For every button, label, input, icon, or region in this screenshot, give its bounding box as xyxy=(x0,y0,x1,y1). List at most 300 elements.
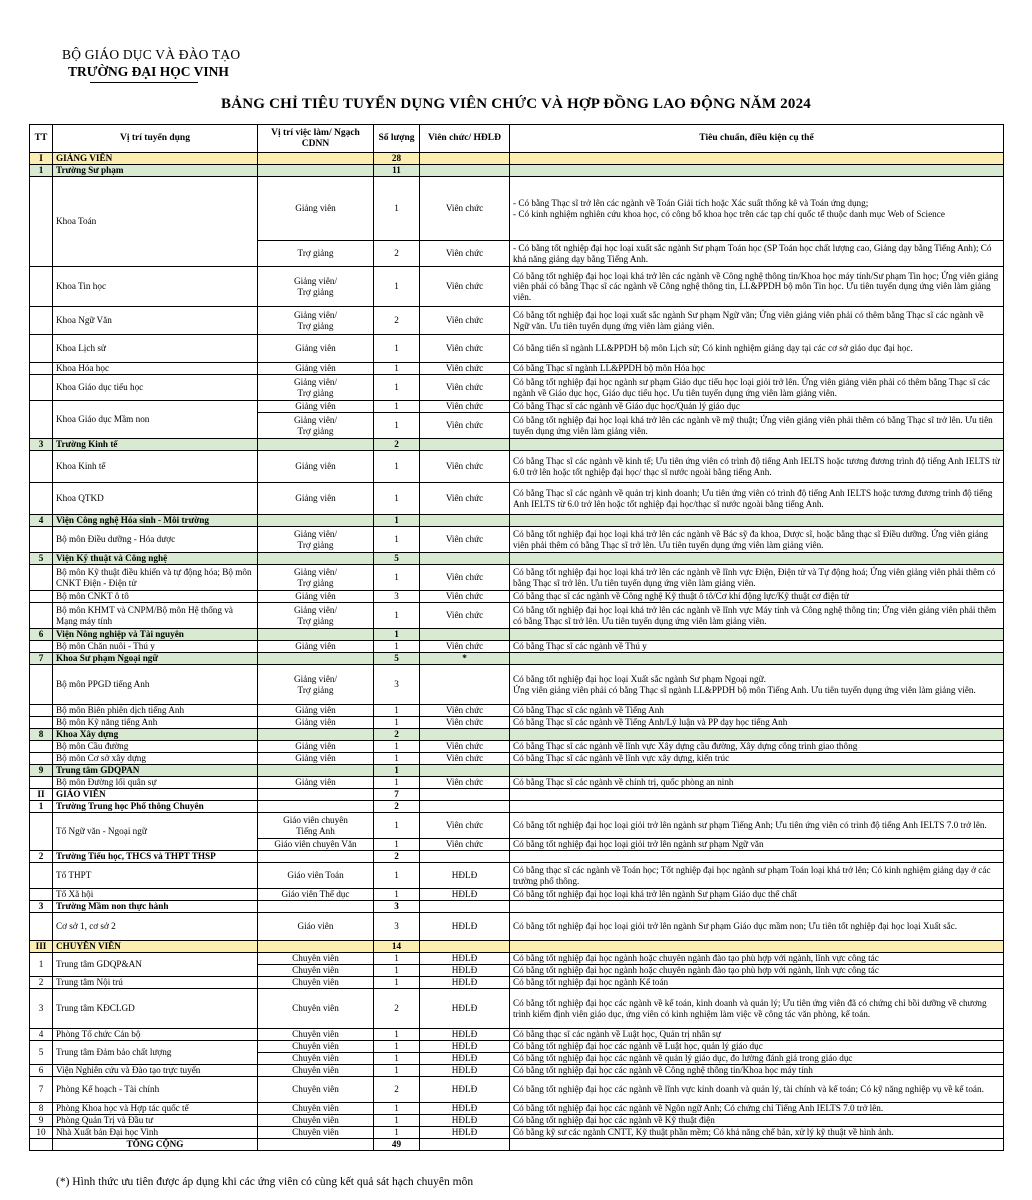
university-name: TRƯỜNG ĐẠI HỌC VINH xyxy=(68,64,229,79)
contract-type: Viên chức xyxy=(420,401,510,413)
contract-type: Viên chức xyxy=(420,375,510,401)
requirements: Có bằng Thạc sĩ ngành LL&PPDH bộ môn Hóa học xyxy=(510,363,1004,375)
job-title: Giảng viên/ Trợ giảng xyxy=(258,603,374,629)
empty-cell xyxy=(258,851,374,863)
section-name: GIÁO VIÊN xyxy=(53,789,258,801)
unit-name: Trung tâm GDQP&AN xyxy=(53,953,258,977)
job-title: Chuyên viên xyxy=(258,1127,374,1139)
section-name: Viện Nông nghiệp và Tài nguyên xyxy=(53,629,258,641)
empty-cell xyxy=(510,629,1004,641)
unit-name: Viện Nghiên cứu và Đào tạo trực tuyến xyxy=(53,1065,258,1077)
contract-type xyxy=(420,801,510,813)
empty-cell xyxy=(510,553,1004,565)
job-title: Giảng viên xyxy=(258,363,374,375)
job-title: Giáo viên xyxy=(258,913,374,941)
job-title: Giảng viên/ Trợ giảng xyxy=(258,267,374,307)
unit-name: Phòng Quản Trị và Đầu tư xyxy=(53,1115,258,1127)
row-number: 4 xyxy=(30,1029,53,1041)
job-title: Giáo viên Toán xyxy=(258,863,374,889)
row-number xyxy=(30,813,53,851)
job-title: Giảng viên/ Trợ giảng xyxy=(258,375,374,401)
row-number: 3 xyxy=(30,439,53,451)
section-quantity: 5 xyxy=(374,653,420,665)
section-row xyxy=(30,653,1004,665)
job-title: Giáo viên chuyên Tiếng Anh xyxy=(258,813,374,839)
requirements: Có bằng tốt nghiệp đại học ngành hoặc chuyên ngành đào tạo phù hợp với ngành, lĩnh vực công tác xyxy=(510,953,1004,965)
job-title: Chuyên viên xyxy=(258,1077,374,1103)
section-name: Viện Kỹ thuật và Công nghệ xyxy=(53,553,258,565)
job-title: Giảng viên/ Trợ giảng xyxy=(258,413,374,439)
empty-cell xyxy=(258,941,374,953)
section-row xyxy=(30,629,1004,641)
table-row xyxy=(30,177,1004,241)
row-number xyxy=(30,753,53,765)
empty-cell xyxy=(510,729,1004,741)
unit-name: Phòng Khoa học và Hợp tác quốc tế xyxy=(53,1103,258,1115)
contract-type xyxy=(420,789,510,801)
contract-type: Viên chức xyxy=(420,451,510,483)
contract-type: HĐLĐ xyxy=(420,889,510,901)
requirements: Có bằng tốt nghiệp đại học loại khá trở lên các ngành về mỹ thuật; Ứng viên giảng viên phải thêm có bằng Thạc sĩ trở lên. Ưu tiên tuyển dụng ứng viên làm giảng viên. xyxy=(510,413,1004,439)
row-number: 10 xyxy=(30,1127,53,1139)
quantity: 1 xyxy=(374,603,420,629)
unit-name: Nhà Xuất bản Đại học Vinh xyxy=(53,1127,258,1139)
unit-name: Khoa Giáo dục Mầm non xyxy=(53,401,258,439)
requirements: Có bằng thạc sĩ các ngành về Công nghệ Kỹ thuật ô tô/Cơ khí động lực/Kỹ thuật cơ điện tử xyxy=(510,591,1004,603)
section-name: GIẢNG VIÊN xyxy=(53,153,258,165)
unit-name: Bộ môn Cầu đường xyxy=(53,741,258,753)
row-number xyxy=(30,717,53,729)
quantity: 1 xyxy=(374,1065,420,1077)
row-number: 9 xyxy=(30,1115,53,1127)
section-row xyxy=(30,553,1004,565)
table-row xyxy=(30,363,1004,375)
unit-name: Trung tâm Nội trú xyxy=(53,977,258,989)
table-body xyxy=(30,153,1004,1139)
requirements: Có bằng Thạc sĩ các ngành về Thú y xyxy=(510,641,1004,653)
quantity: 1 xyxy=(374,335,420,363)
table-row xyxy=(30,1041,1004,1053)
section-name: Trung tâm GDQPAN xyxy=(53,765,258,777)
contract-type: * xyxy=(420,653,510,665)
unit-name: Tổ Ngữ văn - Ngoại ngữ xyxy=(53,813,258,851)
quantity: 1 xyxy=(374,451,420,483)
contract-type: Viên chức xyxy=(420,705,510,717)
job-title: Chuyên viên xyxy=(258,1065,374,1077)
requirements: Có bằng tốt nghiệp đại học ngành Kế toán xyxy=(510,977,1004,989)
requirements: Có bằng tốt nghiệp đại học loại khá trở lên các ngành về lĩnh vực Điện, Điện tử và Tự động hoá; Ứng viên giảng viên phải thêm có bằng Thạc sĩ trở lên. Ưu tiên tuyển dụng ứng viên làm giảng viên. xyxy=(510,565,1004,591)
row-number xyxy=(30,177,53,267)
requirements: Có bằng tốt nghiệp đại học loại khá trở lên các ngành về lĩnh vực Máy tính và Công nghệ thông tin; Ứng viên giảng viên phải thêm có bằng Thạc sĩ trở lên. Ưu tiên tuyển dụng ứng viên làm giảng viên. xyxy=(510,603,1004,629)
row-number: 1 xyxy=(30,801,53,813)
quantity: 1 xyxy=(374,413,420,439)
contract-type: Viên chức xyxy=(420,813,510,839)
empty-cell xyxy=(258,765,374,777)
total-label: TỔNG CỘNG xyxy=(53,1139,258,1151)
requirements: Có bằng tốt nghiệp đại học ngành hoặc chuyên ngành đào tạo phù hợp với ngành, lĩnh vực công tác xyxy=(510,965,1004,977)
empty-cell xyxy=(510,765,1004,777)
empty-cell xyxy=(258,515,374,527)
job-title: Giáo viên chuyên Văn xyxy=(258,839,374,851)
row-number: 5 xyxy=(30,553,53,565)
unit-name: Khoa Toán xyxy=(53,177,258,267)
contract-type: HĐLĐ xyxy=(420,1077,510,1103)
unit-name: Trung tâm KĐCLGD xyxy=(53,989,258,1029)
requirements: Có bằng tốt nghiệp đại học các ngành về Kỹ thuật điện xyxy=(510,1115,1004,1127)
row-number xyxy=(30,267,53,307)
job-title: Giảng viên xyxy=(258,177,374,241)
row-number xyxy=(30,705,53,717)
unit-name: Phòng Tổ chức Cán bộ xyxy=(53,1029,258,1041)
row-number xyxy=(30,565,53,591)
table-row xyxy=(30,565,1004,591)
table-row xyxy=(30,1103,1004,1115)
quantity: 1 xyxy=(374,889,420,901)
section-row xyxy=(30,941,1004,953)
section-row xyxy=(30,729,1004,741)
table-row xyxy=(30,777,1004,789)
unit-name: Khoa QTKD xyxy=(53,483,258,515)
quantity: 2 xyxy=(374,307,420,335)
requirements: Có bằng Thạc sĩ các ngành về Giáo dục học/Quản lý giáo dục xyxy=(510,401,1004,413)
section-quantity: 2 xyxy=(374,729,420,741)
section-name: Trường Tiểu học, THCS và THPT THSP xyxy=(53,851,258,863)
section-row xyxy=(30,789,1004,801)
unit-name: Khoa Lịch sử xyxy=(53,335,258,363)
contract-type xyxy=(420,439,510,451)
contract-type: Viên chức xyxy=(420,363,510,375)
empty-cell xyxy=(510,165,1004,177)
table-row xyxy=(30,603,1004,629)
quantity: 1 xyxy=(374,977,420,989)
contract-type xyxy=(420,901,510,913)
unit-name: Bộ môn Kỹ thuật điều khiển và tự động hóa; Bộ môn CNKT Điện - Điện tử xyxy=(53,565,258,591)
empty-cell xyxy=(510,941,1004,953)
empty-cell xyxy=(510,801,1004,813)
requirements: Có bằng tốt nghiệp đại học loại xuất sắc ngành Sư phạm Ngữ văn; Ứng viên giảng viên phải có thêm bằng Thạc sĩ các ngành về Ngữ văn. Ưu tiên tuyển dụng ứng viên làm giảng viên. xyxy=(510,307,1004,335)
table-row xyxy=(30,705,1004,717)
row-number: I xyxy=(30,153,53,165)
row-number xyxy=(30,777,53,789)
row-number xyxy=(30,741,53,753)
job-title: Giáo viên Thể dục xyxy=(258,889,374,901)
table-row xyxy=(30,889,1004,901)
job-title: Trợ giảng xyxy=(258,241,374,267)
table-row xyxy=(30,267,1004,307)
requirements: Có bằng tốt nghiệp đại học các ngành về kế toán, kinh doanh và quản lý; Ưu tiên ứng viên đã có chứng chỉ bồi dưỡng về chương trình kiểm định viên giáo dục, ứng viên có kinh nghiệm làm việc về công tác văn phòng, kế toán. xyxy=(510,989,1004,1029)
quantity: 1 xyxy=(374,375,420,401)
contract-type: HĐLĐ xyxy=(420,965,510,977)
job-title: Giảng viên xyxy=(258,401,374,413)
contract-type: HĐLĐ xyxy=(420,1115,510,1127)
requirements: Có bằng tốt nghiệp đại học loại khá trở lên các ngành về Công nghệ thông tin/Khoa học máy tính/Sư phạm Tin học; Ứng viên giảng viên phải có bằng Thạc sĩ các ngành về Công nghệ thông tin, LL&PPDH bộ môn Tin học. Ưu tiên tuyển dụng ứng viên làm giảng viên. xyxy=(510,267,1004,307)
row-number xyxy=(30,527,53,553)
contract-type: Viên chức xyxy=(420,307,510,335)
requirements: Có bằng tốt nghiệp đại học các ngành về lĩnh vực kinh doanh và quản lý, tài chính và kế toán; Có kỹ năng nghiệp vụ về kế toán. xyxy=(510,1077,1004,1103)
empty-cell xyxy=(510,515,1004,527)
section-name: Trường Trung học Phổ thông Chuyên xyxy=(53,801,258,813)
footnote: (*) Hình thức ưu tiên được áp dụng khi các ứng viên có cùng kết quả sát hạch chuyên môn xyxy=(56,1176,474,1188)
contract-type xyxy=(420,851,510,863)
requirements: Có bằng Thạc sĩ các ngành về lĩnh vực xây dựng, kiến trúc xyxy=(510,753,1004,765)
unit-name: Bộ môn Biên phiên dịch tiếng Anh xyxy=(53,705,258,717)
requirements: Có bằng tốt nghiệp đại học loại Xuất sắc ngành Sư phạm Ngoại ngữ. Ứng viên giảng viên phải có bằng Thạc sĩ ngành LL&PPDH bộ môn Tiếng Anh. Ưu tiên tuyển dụng ứng viên làm giảng viên. xyxy=(510,665,1004,705)
section-name: Viện Công nghệ Hóa sinh - Môi trường xyxy=(53,515,258,527)
unit-name: Bộ môn KHMT và CNPM/Bộ môn Hệ thống và Mạng máy tính xyxy=(53,603,258,629)
job-title: Chuyên viên xyxy=(258,1053,374,1065)
row-number xyxy=(30,307,53,335)
contract-type: Viên chức xyxy=(420,753,510,765)
section-name: Khoa Sư phạm Ngoại ngữ xyxy=(53,653,258,665)
requirements: Có bằng thạc sĩ các ngành về Luật học, Quản trị nhân sự xyxy=(510,1029,1004,1041)
contract-type: Viên chức xyxy=(420,717,510,729)
row-number: 3 xyxy=(30,901,53,913)
section-row xyxy=(30,165,1004,177)
table-row xyxy=(30,741,1004,753)
header-requirements: Tiêu chuẩn, điều kiện cụ thể xyxy=(510,125,1004,153)
contract-type: HĐLĐ xyxy=(420,1065,510,1077)
document-title: BẢNG CHỈ TIÊU TUYỂN DỤNG VIÊN CHỨC VÀ HỢP ĐỒNG LAO ĐỘNG NĂM 2024 xyxy=(221,96,811,112)
header-contract-type: Viên chức/ HĐLĐ xyxy=(420,125,510,153)
job-title: Chuyên viên xyxy=(258,989,374,1029)
section-name: CHUYÊN VIÊN xyxy=(53,941,258,953)
unit-name: Tổ Xã hội xyxy=(53,889,258,901)
section-row xyxy=(30,801,1004,813)
job-title: Giảng viên/ Trợ giảng xyxy=(258,665,374,705)
empty-cell xyxy=(258,629,374,641)
quantity: 1 xyxy=(374,777,420,789)
requirements: Có bằng Thạc sĩ các ngành về quản trị kinh doanh; Ưu tiên ứng viên có trình độ tiếng Anh IELTS hoặc tương đương trình độ tiếng Anh IELTS từ 6.0 trở lên hoặc tốt nghiệp đại học/thạc sĩ nước ngoài bằng tiếng Anh. xyxy=(510,483,1004,515)
contract-type: Viên chức xyxy=(420,177,510,241)
row-number xyxy=(30,603,53,629)
contract-type: Viên chức xyxy=(420,641,510,653)
unit-name: Khoa Tin học xyxy=(53,267,258,307)
section-quantity: 3 xyxy=(374,901,420,913)
quantity: 1 xyxy=(374,527,420,553)
requirements: Có bằng tiến sĩ ngành LL&PPDH bộ môn Lịch sử; Có kinh nghiệm giảng dạy tại các cơ sở giáo dục đại học. xyxy=(510,335,1004,363)
row-number: 2 xyxy=(30,851,53,863)
row-number: 4 xyxy=(30,515,53,527)
section-quantity: 14 xyxy=(374,941,420,953)
section-quantity: 7 xyxy=(374,789,420,801)
contract-type xyxy=(420,629,510,641)
header-tt: TT xyxy=(30,125,53,153)
unit-name: Khoa Hóa học xyxy=(53,363,258,375)
contract-type xyxy=(420,729,510,741)
contract-type: Viên chức xyxy=(420,527,510,553)
quantity: 1 xyxy=(374,1127,420,1139)
table-row xyxy=(30,1077,1004,1103)
unit-name: Cơ sở 1, cơ sở 2 xyxy=(53,913,258,941)
table-row xyxy=(30,335,1004,363)
row-number: 9 xyxy=(30,765,53,777)
empty-cell xyxy=(258,901,374,913)
job-title: Giảng viên xyxy=(258,741,374,753)
contract-type xyxy=(420,665,510,705)
quantity: 1 xyxy=(374,705,420,717)
table-row xyxy=(30,375,1004,401)
row-number: 6 xyxy=(30,1065,53,1077)
quantity: 1 xyxy=(374,177,420,241)
contract-type: HĐLĐ xyxy=(420,1029,510,1041)
unit-name: Bộ môn Điều dưỡng - Hóa dược xyxy=(53,527,258,553)
contract-type: HĐLĐ xyxy=(420,1103,510,1115)
row-number: 2 xyxy=(30,977,53,989)
quantity: 1 xyxy=(374,1115,420,1127)
table-row xyxy=(30,953,1004,965)
table-row xyxy=(30,527,1004,553)
header-position: Vị trí tuyển dụng xyxy=(53,125,258,153)
row-number: 6 xyxy=(30,629,53,641)
contract-type: Viên chức xyxy=(420,777,510,789)
quantity: 3 xyxy=(374,913,420,941)
contract-type: HĐLĐ xyxy=(420,913,510,941)
header-job-title: Vị trí việc làm/ Ngạch CDNN xyxy=(258,125,374,153)
table-row xyxy=(30,813,1004,839)
quantity: 1 xyxy=(374,717,420,729)
quantity: 1 xyxy=(374,753,420,765)
table-row xyxy=(30,641,1004,653)
empty-cell xyxy=(258,801,374,813)
job-title: Giảng viên xyxy=(258,705,374,717)
row-number: 3 xyxy=(30,989,53,1029)
section-name: Trường Kinh tế xyxy=(53,439,258,451)
quantity: 1 xyxy=(374,641,420,653)
job-title: Chuyên viên xyxy=(258,1115,374,1127)
contract-type: Viên chức xyxy=(420,591,510,603)
section-name: Trường Mầm non thực hành xyxy=(53,901,258,913)
quantity: 1 xyxy=(374,1041,420,1053)
contract-type: Viên chức xyxy=(420,741,510,753)
table-row xyxy=(30,451,1004,483)
table-row xyxy=(30,1127,1004,1139)
empty-cell xyxy=(258,153,374,165)
row-number: 7 xyxy=(30,653,53,665)
quantity: 2 xyxy=(374,241,420,267)
job-title: Giảng viên xyxy=(258,717,374,729)
section-row xyxy=(30,515,1004,527)
requirements: Có bằng tốt nghiệp đại học loại khá trở lên các ngành về Bác sỹ đa khoa, Dược sĩ, hoặc bằng thạc sĩ Điều dưỡng. Ứng viên giảng viên phải thêm có bằng Thạc sĩ trở lên. Ưu tiên tuyển dụng ứng viên làm giảng viên. xyxy=(510,527,1004,553)
contract-type xyxy=(420,153,510,165)
contract-type: Viên chức xyxy=(420,267,510,307)
empty-cell xyxy=(510,901,1004,913)
row-number: III xyxy=(30,941,53,953)
row-number xyxy=(30,889,53,901)
section-quantity: 1 xyxy=(374,515,420,527)
table-row xyxy=(30,913,1004,941)
contract-type: Viên chức xyxy=(420,565,510,591)
job-title: Chuyên viên xyxy=(258,1103,374,1115)
quantity: 1 xyxy=(374,363,420,375)
job-title: Giảng viên/ Trợ giảng xyxy=(258,527,374,553)
row-number: 8 xyxy=(30,1103,53,1115)
ministry-name: BỘ GIÁO DỤC VÀ ĐÀO TẠO xyxy=(62,47,241,62)
row-number: 1 xyxy=(30,165,53,177)
contract-type: HĐLĐ xyxy=(420,953,510,965)
row-number xyxy=(30,451,53,483)
job-title: Giảng viên/ Trợ giảng xyxy=(258,307,374,335)
quantity: 1 xyxy=(374,1029,420,1041)
table-row xyxy=(30,863,1004,889)
contract-type: Viên chức xyxy=(420,335,510,363)
job-title: Giảng viên xyxy=(258,483,374,515)
contract-type: HĐLĐ xyxy=(420,977,510,989)
table-row xyxy=(30,591,1004,603)
empty-cell xyxy=(258,165,374,177)
unit-name: Bộ môn Kỹ năng tiếng Anh xyxy=(53,717,258,729)
job-title: Giảng viên/ Trợ giảng xyxy=(258,565,374,591)
row-number xyxy=(30,913,53,941)
requirements: Có bằng Thạc sĩ các ngành về Tiếng Anh/Lý luận và PP dạy học tiếng Anh xyxy=(510,717,1004,729)
section-quantity: 2 xyxy=(374,851,420,863)
unit-name: Bộ môn Đường lối quân sự xyxy=(53,777,258,789)
contract-type xyxy=(420,165,510,177)
quantity: 1 xyxy=(374,565,420,591)
unit-name: Phòng Kế hoạch - Tài chính xyxy=(53,1077,258,1103)
table-row xyxy=(30,717,1004,729)
job-title: Giảng viên xyxy=(258,335,374,363)
table-row xyxy=(30,483,1004,515)
row-number xyxy=(30,363,53,375)
quantity: 2 xyxy=(374,1077,420,1103)
section-name: Khoa Xây dựng xyxy=(53,729,258,741)
table-row xyxy=(30,1029,1004,1041)
section-row xyxy=(30,901,1004,913)
empty-cell xyxy=(258,553,374,565)
row-number: 7 xyxy=(30,1077,53,1103)
requirements: Có bằng thạc sĩ các ngành về Toán học; Tốt nghiệp đại học ngành sư phạm Toán loại khá trở lên; Có kinh nghiệm giảng dạy ở các trường phổ thông. xyxy=(510,863,1004,889)
table-row xyxy=(30,1065,1004,1077)
job-title: Chuyên viên xyxy=(258,1041,374,1053)
table-row xyxy=(30,1115,1004,1127)
row-number xyxy=(30,401,53,439)
table-row xyxy=(30,665,1004,705)
table-row xyxy=(30,401,1004,413)
quantity: 1 xyxy=(374,863,420,889)
row-number: 5 xyxy=(30,1041,53,1065)
requirements: Có bằng tốt nghiệp đại học các ngành về Ngôn ngữ Anh; Có chứng chỉ Tiếng Anh IELTS 7.0 trở lên. xyxy=(510,1103,1004,1115)
unit-name: Bộ môn CNKT ô tô xyxy=(53,591,258,603)
quantity: 1 xyxy=(374,839,420,851)
row-number xyxy=(30,863,53,889)
requirements: Có bằng tốt nghiệp đại học các ngành về Công nghệ thông tin/Khoa học máy tính xyxy=(510,1065,1004,1077)
row-number xyxy=(30,483,53,515)
job-title: Giảng viên xyxy=(258,753,374,765)
contract-type xyxy=(420,553,510,565)
job-title: Giảng viên xyxy=(258,641,374,653)
empty-cell xyxy=(510,789,1004,801)
unit-name: Trung tâm Đảm bảo chất lượng xyxy=(53,1041,258,1065)
row-number xyxy=(30,665,53,705)
requirements: Có bằng tốt nghiệp đại học ngành sư phạm Giáo dục tiểu học loại giỏi trở lên. Ứng viên giảng viên phải có thêm bằng Thạc sĩ các ngành về Giáo dục học, Giáo dục tiểu học. Ưu tiên tuyển dụng ứng viên làm giảng viên. xyxy=(510,375,1004,401)
section-quantity: 5 xyxy=(374,553,420,565)
requirements: Có bằng tốt nghiệp đại học loại giỏi trở lên ngành Sư phạm Giáo dục mầm non; Ưu tiên tốt nghiệp đại học loại Xuất sắc. xyxy=(510,913,1004,941)
table-row xyxy=(30,977,1004,989)
row-number xyxy=(30,641,53,653)
unit-name: Bộ môn Chăn nuôi - Thú y xyxy=(53,641,258,653)
contract-type: HĐLĐ xyxy=(420,1127,510,1139)
row-number: II xyxy=(30,789,53,801)
job-title: Giảng viên xyxy=(258,451,374,483)
quantity: 1 xyxy=(374,813,420,839)
unit-name: Khoa Kinh tế xyxy=(53,451,258,483)
section-quantity: 1 xyxy=(374,765,420,777)
empty-cell xyxy=(258,789,374,801)
unit-name: Tổ THPT xyxy=(53,863,258,889)
requirements: Có bằng Thạc sĩ các ngành về lĩnh vực Xây dựng cầu đường, Xây dựng công trình giao thông xyxy=(510,741,1004,753)
empty-cell xyxy=(510,851,1004,863)
row-number xyxy=(30,591,53,603)
